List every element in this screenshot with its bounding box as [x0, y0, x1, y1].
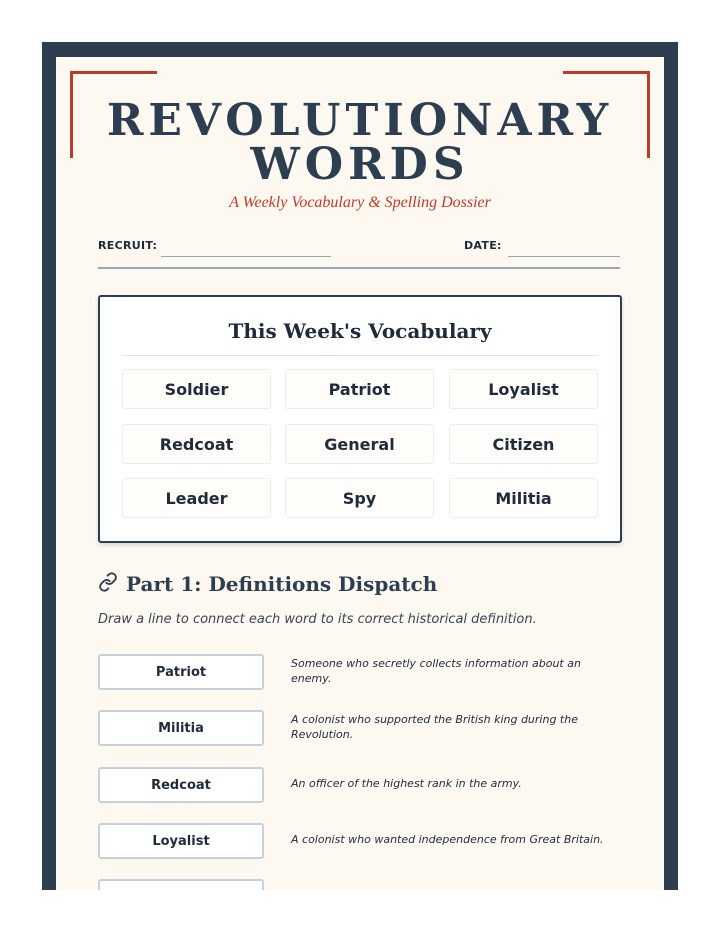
vocabulary-title: This Week's Vocabulary	[228, 319, 492, 343]
recruit-date-row	[98, 237, 620, 269]
vocabulary-divider	[122, 355, 598, 356]
match-word[interactable]: Militia	[98, 710, 264, 746]
vocab-word: Militia	[449, 478, 598, 518]
vocab-word: Leader	[122, 478, 271, 518]
worksheet-paper	[56, 57, 664, 890]
recruit-label: RECRUIT:	[98, 239, 158, 252]
title-line-2: WORDS	[250, 139, 470, 190]
part1-title: Part 1: Definitions Dispatch	[126, 572, 438, 596]
title-line-1: REVOLUTIONARY	[106, 95, 614, 146]
part1-instructions: Draw a line to connect each word to its correct historical definition.	[98, 612, 537, 627]
match-definition[interactable]: An officer of the highest rank in the army.	[291, 777, 522, 790]
match-word[interactable]: Patriot	[98, 654, 264, 690]
match-definition[interactable]: A colonist who supported the British king during the Revolution.	[291, 713, 578, 741]
vocab-word: Soldier	[122, 369, 271, 409]
vocab-word: Patriot	[285, 369, 434, 409]
vocab-word: Citizen	[449, 424, 598, 464]
page-title	[56, 95, 664, 190]
link-icon	[98, 572, 126, 596]
vocab-word: Spy	[285, 478, 434, 518]
recruit-name-line[interactable]	[161, 256, 331, 257]
match-definition[interactable]: A colonist who wanted independence from Great Britain.	[291, 833, 604, 846]
vocab-word: Redcoat	[122, 424, 271, 464]
match-definition[interactable]: Someone who secretly collects information about an enemy.	[291, 657, 581, 685]
match-word[interactable]: Loyalist	[98, 823, 264, 859]
vocab-word: Loyalist	[449, 369, 598, 409]
part1-heading	[98, 569, 437, 599]
page-subtitle: A Weekly Vocabulary & Spelling Dossier	[229, 194, 491, 211]
date-label: DATE:	[464, 239, 502, 252]
match-word[interactable]	[98, 879, 264, 890]
vocab-word: General	[285, 424, 434, 464]
vocabulary-box	[98, 295, 622, 543]
match-word[interactable]: Redcoat	[98, 767, 264, 803]
date-line[interactable]	[508, 256, 620, 257]
